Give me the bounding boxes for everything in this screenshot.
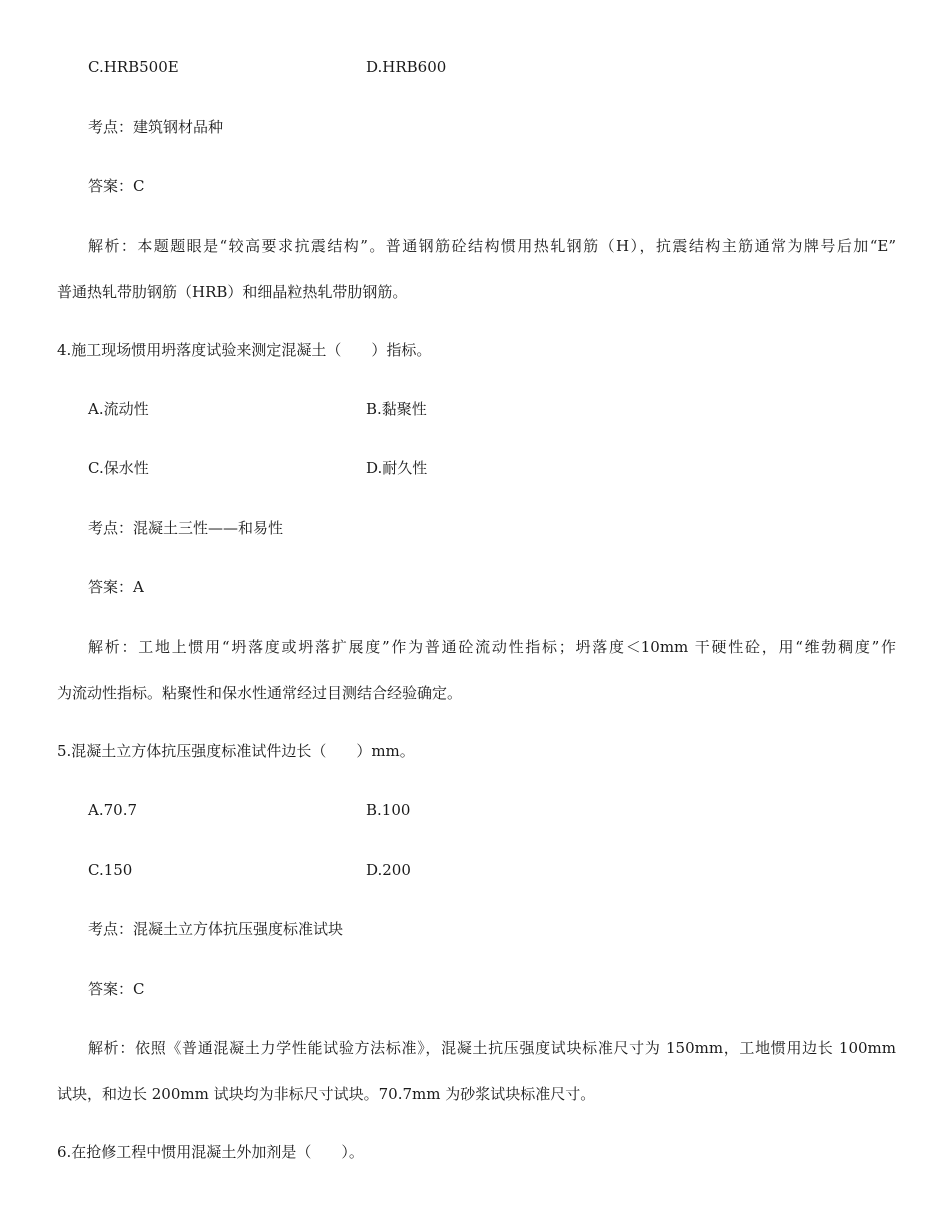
q5-option-b: B.100 [366,801,411,819]
q4-option-c: C.保水性 [88,459,149,477]
q5-option-c: C.150 [88,861,133,879]
q4-exam-point: 考点：混凝土三性——和易性 [88,519,284,537]
q5-analysis-line-2: 试块，和边长 200mm 试块均为非标尺寸试块。70.7mm 为砂浆试块标准尺寸。 [57,1085,596,1103]
q4-option-d: D.耐久性 [366,459,428,477]
q3-option-d: D.HRB600 [366,58,447,76]
q4-analysis-line-1: 解析：工地上惯用“坍落度或坍落扩展度”作为普通砼流动性指标；坍落度＜10mm 干硬性砼，用“维勃稠度”作 [88,638,896,656]
q4-option-a: A.流动性 [88,400,149,418]
q5-question: 5.混凝土立方体抗压强度标准试件边长（ ）mm。 [57,742,415,760]
q3-analysis-line-1: 解析：本题题眼是“较高要求抗震结构”。普通钢筋砼结构惯用热轧钢筋（H），抗震结构主筋通常为牌号后加“E” [88,237,896,255]
q5-option-d: D.200 [366,861,411,879]
q5-exam-point: 考点：混凝土立方体抗压强度标准试块 [88,920,344,938]
q6-question: 6.在抢修工程中惯用混凝土外加剂是（ ）。 [57,1143,364,1161]
q4-answer: 答案：A [88,578,144,596]
q4-question: 4.施工现场惯用坍落度试验来测定混凝土（ ）指标。 [57,341,432,359]
q4-analysis-line-2: 为流动性指标。粘聚性和保水性通常经过目测结合经验确定。 [57,684,463,702]
q3-option-c: C.HRB500E [88,58,179,76]
q5-option-a: A.70.7 [88,801,137,819]
q3-exam-point: 考点：建筑钢材品种 [88,118,224,136]
q5-analysis-line-1: 解析：依照《普通混凝土力学性能试验方法标准》，混凝土抗压强度试块标准尺寸为 150mm，工地惯用边长 100mm [88,1039,896,1057]
q3-answer: 答案：C [88,177,145,195]
q5-answer: 答案：C [88,980,145,998]
q4-option-b: B.黏聚性 [366,400,427,418]
q3-analysis-line-2: 普通热轧带肋钢筋（HRB）和细晶粒热轧带肋钢筋。 [57,283,408,301]
